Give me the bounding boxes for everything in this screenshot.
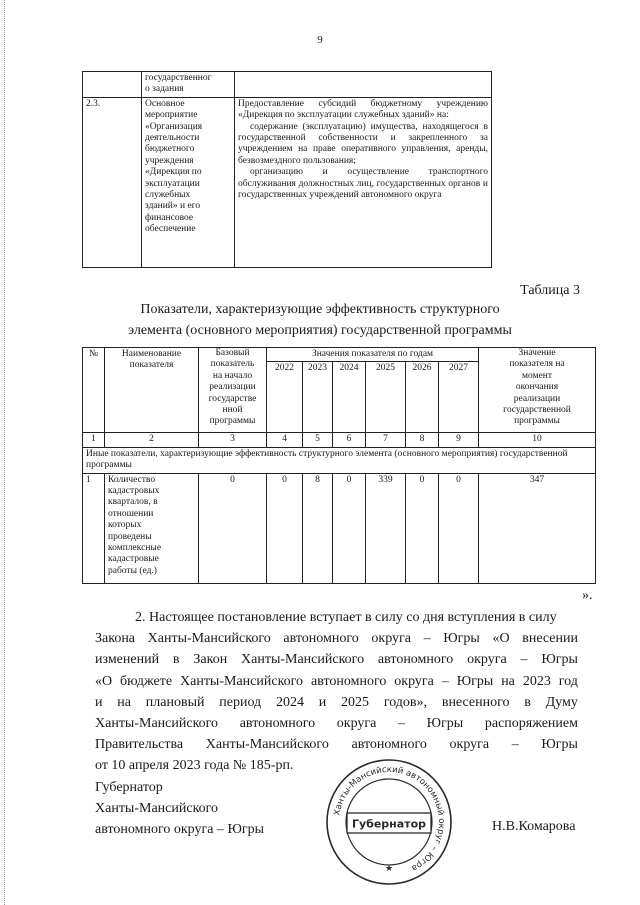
text-line: о задания xyxy=(145,84,184,95)
group-row xyxy=(83,447,596,473)
measure-name xyxy=(142,97,235,267)
word: автономного xyxy=(351,737,427,753)
word: Югры xyxy=(541,652,578,668)
table-row xyxy=(83,473,596,583)
word: в xyxy=(524,694,531,710)
header-year: 2027 xyxy=(439,362,479,433)
position-line: автономного округа – Югры xyxy=(95,822,264,837)
table-row xyxy=(83,72,492,98)
word: на xyxy=(501,673,515,689)
indicator-year-value: 0 xyxy=(333,473,366,583)
column-number: 6 xyxy=(333,433,366,447)
word: автономного xyxy=(283,631,359,647)
text-line: Базовый xyxy=(215,348,250,358)
column-number: 8 xyxy=(406,433,439,447)
text-line: комплексные xyxy=(108,542,162,553)
word: Ханты-Мансийского xyxy=(241,652,365,668)
header-year: 2022 xyxy=(267,362,303,433)
seal-star-icon: ★ xyxy=(384,863,394,873)
measures-table xyxy=(82,71,492,268)
text-line: деятельности xyxy=(145,132,200,143)
seal-center-text: Губернатор xyxy=(351,817,427,831)
table-title xyxy=(0,299,640,341)
word: – xyxy=(520,652,528,668)
word: на xyxy=(117,694,131,710)
signatory-name: Н.В.Комарова xyxy=(492,819,576,834)
indicator-year-value: 8 xyxy=(303,473,333,583)
text-line: эксплуатации xyxy=(145,178,200,189)
text-line: нной xyxy=(222,404,243,415)
text-line: отношении xyxy=(108,508,154,519)
word: Югры xyxy=(443,631,480,647)
text-line: реализации xyxy=(209,382,256,393)
header-years-group: Значения показателя по годам xyxy=(267,348,479,362)
word: – xyxy=(511,737,519,753)
word: Ханты-Мансийского xyxy=(205,737,329,753)
word: округа xyxy=(394,673,434,689)
text-line: окончания xyxy=(515,382,559,393)
word: 2025 xyxy=(341,694,370,710)
closing-quote: ». xyxy=(582,588,593,603)
paragraph-line xyxy=(95,649,578,670)
word: плановый xyxy=(145,694,205,710)
paragraph-line xyxy=(95,692,578,713)
table-row xyxy=(83,97,492,267)
word: внесенного xyxy=(441,694,510,710)
text-line: государственног xyxy=(145,73,212,83)
column-number: 2 xyxy=(105,433,199,447)
text-line: кадастровых xyxy=(108,485,160,496)
word: Закон xyxy=(193,652,228,668)
text-line: финансовое xyxy=(145,212,194,223)
column-number: 9 xyxy=(439,433,479,447)
word: Правительства xyxy=(95,737,184,753)
desc-paragraph: содержание (эксплуатацию) имущества, находящегося в государственной собственности и закрепленного за учреждением на праве оперативного управления, аренды, безвозмездного пользования; xyxy=(238,121,488,166)
word: 2023 xyxy=(522,673,551,689)
measure-number xyxy=(83,72,142,98)
text-line: государстве xyxy=(208,393,257,404)
word: округа xyxy=(371,631,411,647)
paragraph-line xyxy=(95,607,578,628)
text-line: кварталов, в xyxy=(108,497,158,508)
word: – xyxy=(398,716,405,732)
measure-description xyxy=(235,72,492,98)
word: Ханты-Мансийского xyxy=(95,716,219,732)
seal-ring-path: Ханты-Мансийский автономный округ – Югра xyxy=(332,764,447,874)
word: Югры xyxy=(456,673,494,689)
word: распоряжением xyxy=(484,716,578,732)
header-name: Наименование показателя xyxy=(105,348,199,433)
word: бюджете xyxy=(120,673,173,689)
title-line: Показатели, характеризующие эффективность структурного xyxy=(140,302,500,317)
table-label: Таблица 3 xyxy=(520,283,580,298)
header-year: 2025 xyxy=(366,362,406,433)
text-line: государственной xyxy=(503,404,571,415)
text-line: «Организация xyxy=(145,121,203,132)
paragraph-line xyxy=(95,628,578,649)
header-year: 2024 xyxy=(333,362,366,433)
signature-position xyxy=(95,777,264,840)
desc-paragraph: Предоставление субсидий бюджетному учреждению «Дирекция по эксплуатации служебных зданий» на: xyxy=(238,98,488,121)
word: Ханты-Мансийского xyxy=(180,673,304,689)
text-line: служебных xyxy=(145,189,191,200)
word: округа xyxy=(449,737,490,753)
page-edge-line xyxy=(4,0,6,905)
measure-name xyxy=(142,72,235,98)
header-year: 2023 xyxy=(303,362,333,433)
text-line: учреждения xyxy=(145,155,194,166)
header-row xyxy=(83,348,596,362)
header-year: 2026 xyxy=(406,362,439,433)
position-line: Ханты-Мансийского xyxy=(95,801,219,816)
text-line: показатель xyxy=(210,359,255,370)
word: – xyxy=(441,673,449,689)
text-line: «Дирекция по xyxy=(145,167,202,178)
word: округа xyxy=(467,652,507,668)
text-line: программы xyxy=(514,416,560,427)
group-heading: Иные показатели, характеризующие эффективность структурного элемента (основного мероприятия) государственной программы xyxy=(83,447,596,473)
text-line: проведены xyxy=(108,531,152,542)
indicator-final-value: 347 xyxy=(479,473,596,583)
page-number: 9 xyxy=(317,34,323,46)
word: годов», xyxy=(383,694,428,710)
indicator-base-value: 0 xyxy=(199,473,267,583)
body-paragraph xyxy=(95,607,578,777)
word: изменений xyxy=(95,652,160,668)
word: 2. Настоящее постановление вступает в силу со дня вступления в силу xyxy=(135,610,557,625)
column-number: 10 xyxy=(479,433,596,447)
text-line: бюджетного xyxy=(145,144,195,155)
word: автономного xyxy=(310,673,387,689)
word: – xyxy=(423,631,431,647)
word: Закона xyxy=(95,631,136,647)
word: и xyxy=(318,694,327,710)
text-line: показателя на xyxy=(509,359,565,370)
indicators-table xyxy=(82,347,596,584)
word: автономного xyxy=(377,652,454,668)
indicator-number: 1 xyxy=(83,473,105,583)
column-number: 1 xyxy=(83,433,105,447)
position-line: Губернатор xyxy=(95,780,163,795)
text-line: Количество xyxy=(108,474,156,485)
title-line: элемента (основного мероприятия) государственной программы xyxy=(128,323,512,338)
column-number: 7 xyxy=(366,433,406,447)
header-final xyxy=(479,348,596,433)
official-seal-icon xyxy=(325,758,453,886)
header-num: № xyxy=(83,348,105,433)
word: внесении xyxy=(522,631,578,647)
text-line: кадастровые xyxy=(108,554,159,565)
word: Югры xyxy=(426,716,464,732)
text-line: Основное xyxy=(145,98,185,109)
text-line: зданий» и его xyxy=(145,201,201,212)
indicator-name xyxy=(105,473,199,583)
column-number: 3 xyxy=(199,433,267,447)
text-line: момент xyxy=(521,370,553,381)
text-line: обеспечение xyxy=(145,224,196,235)
word: Думу xyxy=(545,694,578,710)
word: в xyxy=(172,652,180,668)
column-number: 4 xyxy=(267,433,303,447)
paragraph-line xyxy=(95,734,578,755)
column-number: 5 xyxy=(303,433,333,447)
word: год xyxy=(558,673,578,689)
word: округа xyxy=(336,716,377,732)
indicator-year-value: 0 xyxy=(439,473,479,583)
header-base xyxy=(199,348,267,433)
text-line: которых xyxy=(108,520,142,531)
text-line: Значение xyxy=(518,348,556,358)
measure-number: 2.3. xyxy=(83,97,142,267)
desc-paragraph: организацию и осуществление транспортного обслуживания должностных лиц, государственных органов и государственных учреждений автономного округа xyxy=(238,167,488,200)
indicator-year-value: 339 xyxy=(366,473,406,583)
paragraph-line xyxy=(95,671,578,692)
text-line: реализации xyxy=(513,393,561,404)
word: Югры xyxy=(541,737,578,753)
word: Ханты-Мансийского xyxy=(147,631,271,647)
word: и xyxy=(95,694,103,710)
measure-description xyxy=(235,97,492,267)
text-line: работы (ед.) xyxy=(108,565,157,576)
text-line: на начало xyxy=(212,370,253,381)
paragraph-line xyxy=(95,713,578,734)
word: «О xyxy=(95,673,113,689)
column-number-row xyxy=(83,433,596,447)
word: период xyxy=(219,694,262,710)
word: автономного xyxy=(239,716,316,732)
indicator-year-value: 0 xyxy=(406,473,439,583)
text-line: мероприятие xyxy=(145,110,198,121)
indicator-year-value: 0 xyxy=(267,473,303,583)
text-line: программы xyxy=(209,416,256,427)
word: 2024 xyxy=(275,694,304,710)
word: «О xyxy=(492,631,510,647)
word: от 10 апреля 2023 года № 185-рп. xyxy=(95,758,294,774)
